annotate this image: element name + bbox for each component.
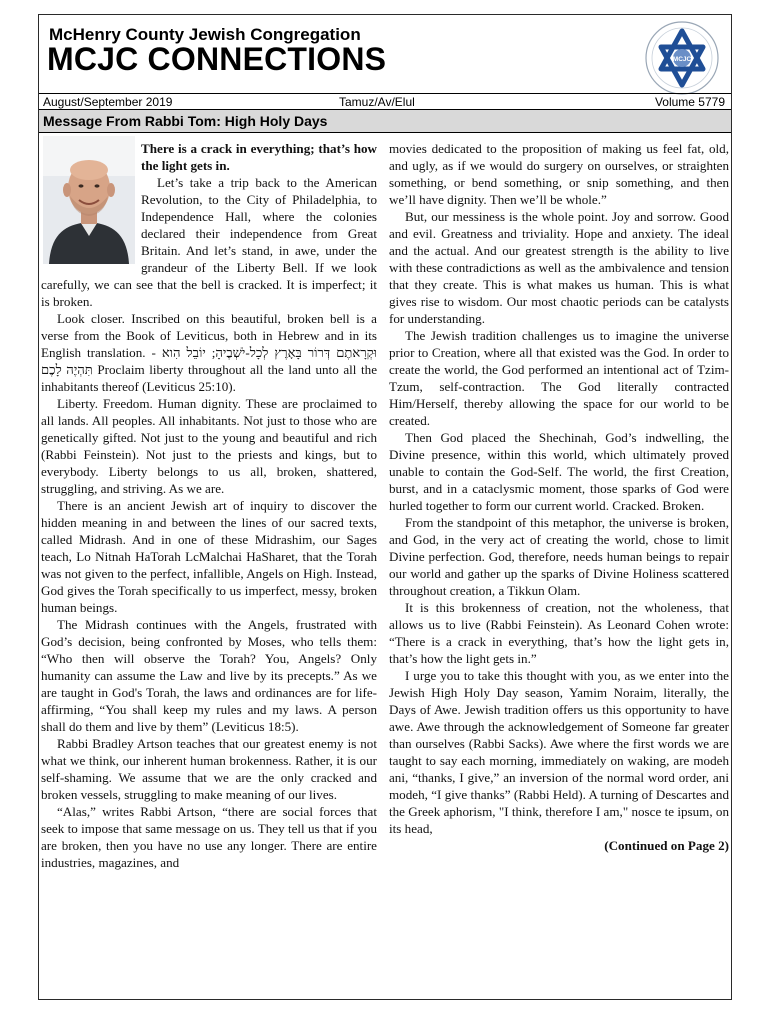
lead-quote: There is a crack in everything; that’s how the light gets in. <box>141 141 377 173</box>
article-column-left <box>41 140 377 871</box>
article-title: Message From Rabbi Tom: High Holy Days <box>43 113 328 129</box>
paragraph: There is an ancient Jewish art of inquiry to discover the hidden meaning in and between the lines of our sacred texts, called Midrash. And in one of these Midrashim, our Sages teach, Lo Nitnah HaTorah LcMalchai HaSharet, that the Torah was not given to the perfect, infallible, Angels on High. Instead, God gives the Torah specifically to us imperfect, messy, broken human beings. <box>41 498 377 615</box>
paragraph: Let’s take a trip back to the American Revolution, to the City of Philadelphia, to Independence Hall, where the colonies declared their independence from Great Britain. And let’s stand, in awe, under the grandeur of the Liberty Bell. If we look carefully, we can see that the bell is cracked. It is imperfect; it is broken. <box>41 175 377 309</box>
svg-text:MCJC: MCJC <box>672 56 692 63</box>
paragraph: I urge you to take this thought with you, as we enter into the Jewish High Holy Day season, Yamim Noraim, literally, the Days of Awe. Jewish tradition offers us this opportunity to have awe. Awe through the acknowledgement of Someone far greater than ourselves (Rabbi Sacks). Awe where the first words we are taught to say each morning, immediately on waking, are modeh ani, “thanks, I give,” an inversion of the normal word order, ani modeh, “I give thanks” (Rabbi Held). A turning of Descartes and the Greek aphorism, "I think, therefore I am," nosce te ipsum, on its head, <box>389 668 729 836</box>
paragraph: It is this brokenness of creation, not the wholeness, that allows us to live (Rabbi Feinstein). As Leonard Cohen wrote: “There is a crack in everything, that’s how the light gets in, that’s how the light gets in.” <box>389 600 729 666</box>
newsletter-title: MCJC CONNECTIONS <box>47 41 387 77</box>
paragraph: The Jewish tradition challenges us to imagine the universe prior to Creation, where all that existed was the God. In order to create the world, the God performed an intentional act of Tzim-Tzum, self-contraction. The God literally contracted Him/Herself, thereby allowing the space for our world to be created. <box>389 328 729 428</box>
paragraph: “Alas,” writes Rabbi Artson, “there are social forces that seek to impose that same message on us. They tell us that if you are broken, then you have no use any longer. There are entire industries, magazines, and <box>41 804 377 870</box>
paragraph: Liberty. Freedom. Human dignity. These are proclaimed to all lands. All peoples. All inhabitants. Not just to those who are genetically gifted. Not just to the young and beautiful and rich (Rabbi Feinstein). Not just to the priests and kings, but to everybody. Liberty belongs to us all, broken, shattered, struggling, and striving. As we are. <box>41 396 377 496</box>
paragraph: But, our messiness is the whole point. Joy and sorrow. Good and evil. Greatness and triviality. Hope and anxiety. The ideal and the actual. And our greatest strength is the ability to live with these contradictions as well as the ambivalence and tension that they create. This is what makes us human. This is what gives rise to wisdom. Our most chaotic periods can be catalysts for understanding. <box>389 209 729 326</box>
volume-number: Volume 5779 <box>654 95 725 109</box>
paragraph: The Midrash continues with the Angels, frustrated with God’s decision, being confronted by Moses, who tells them: “Who then will observe the Torah? You, Angels? Only humanity can assume the Law and live by its precepts.” As we are taught in God's Torah, the laws and ordinances are for life-affirming, “You shall keep my rules and my laws. A person shall do them and live by them” (Leviticus 18:5). <box>41 617 377 734</box>
star-of-david-logo-icon <box>643 19 721 97</box>
issue-date: August/September 2019 <box>43 95 173 109</box>
paragraph: movies dedicated to the proposition of making us feel fat, old, and ugly, as if we would do surgery on ourselves, or straighten something, or bend something, or snip something, and then we’ll have dignity. Then we’ll be whole.” <box>389 141 729 207</box>
hebrew-months: Tamuz/Av/Elul <box>339 95 415 109</box>
article-column-right <box>389 140 729 854</box>
paragraph: Then God placed the Shechinah, God’s indwelling, the Divine presence, within this world, which ultimately proved unable to contain the God-Self. The world, the first Creation, burst, and in a cataclysmic moment, those sparks of God were hurled together to form our current world. Cracked. Broken. <box>389 430 729 513</box>
paragraph: Rabbi Bradley Artson teaches that our greatest enemy is not what we think, our inherent human brokenness. Rather, it is our self-shaming. We assume that we are the only cracked and broken vessels, struggling to make meaning of our lives. <box>41 736 377 802</box>
rabbi-portrait-icon <box>43 136 135 264</box>
newsletter-page <box>38 14 732 1000</box>
section-header-bar <box>39 110 731 133</box>
paragraph: From the standpoint of this metaphor, the universe is broken, and God, in the very act of creating the world, chose to limit Divine perfection. God, therefore, needs human beings to repair our world and gather up the sparks of Divine Holiness scattered throughout creation, a Tikkun Olam. <box>389 515 729 598</box>
header-rule <box>39 93 731 94</box>
continued-link[interactable]: (Continued on Page 2) <box>604 838 729 853</box>
paragraph: Look closer. Inscribed on this beautiful, broken bell is a verse from the Book of Leviticus, both in Hebrew and in its English translation. - וּקְרָאתֶם דְּרוֹר בָּאָרֶץ לְכָל-יֹשְׁבֶיהָ; יוֹבֵל הִוא תִּהְיֶה לָכֶם Proclaim liberty throughout all the land unto all the inhabitants thereof (Leviticus 25:10). <box>41 311 378 394</box>
organization-name: McHenry County Jewish Congregation <box>49 25 361 44</box>
